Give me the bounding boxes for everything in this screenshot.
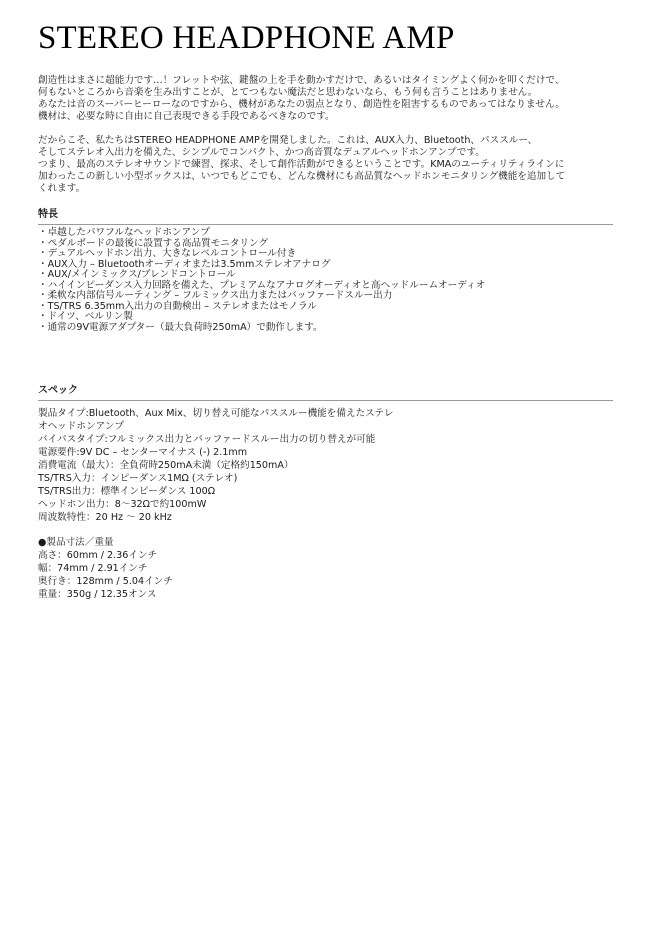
intro-line: 加わったこの新しい小型ボックスは、いつでもどこでも、どんな機材にも高品質なヘッドホンモニタリング機能を追加して <box>38 171 566 182</box>
feature-item: ・ペダルボードの最後に設置する高品質モニタリング <box>38 237 269 249</box>
intro-line: つまり、最高のステレオサウンドで練習、探求、そして創作活動ができるということです。KMAのユーティリティラインに <box>38 159 565 170</box>
intro-line: そしてステレオ入出力を備えた、シンプルでコンパクト、かつ高音質なデュアルヘッドホンアンプです。 <box>38 147 485 158</box>
feature-item: ・柔軟な内部信号ルーティング – フルミックス出力またはバッファードスルー出力 <box>38 290 393 301</box>
intro-paragraph-2 <box>38 135 613 195</box>
feature-item: ・通常の9V電源アダプター（最大負荷時250mA）で動作します。 <box>38 321 323 333</box>
dimension-line: 奥行き：128mm / 5.04インチ <box>38 576 173 587</box>
features-section <box>38 208 613 333</box>
dimension-line: 高さ：60mm / 2.36インチ <box>38 550 158 561</box>
spec-line: 周波数特性：20 Hz ～ 20 kHz <box>38 512 172 523</box>
specs-heading: スペック <box>38 384 613 401</box>
intro-line: あなたは音のスーパーヒーローなのですから、機材があなたの弱点となり、創造性を阻害するものであってはなりません。 <box>38 99 565 110</box>
feature-item: ・ドイツ、ベルリン製 <box>38 311 133 322</box>
spec-line: TS/TRS入力：インピーダンス1MΩ (ステレオ) <box>38 473 238 484</box>
intro-line: 何もないところから音楽を生み出すことが、とてつもない魔法だと思わないなら、もう何も言うことはありません。 <box>38 87 538 98</box>
spec-line: バイパスタイプ:フルミックス出力とバッファードスルー出力の切り替えが可能 <box>38 434 376 445</box>
intro-line: くれます。 <box>38 183 86 194</box>
spec-line: TS/TRS出力：標準インピーダンス 100Ω <box>38 486 216 497</box>
feature-item: ・AUX入力 – Bluetoothオーディオまたは3.5mmステレオアナログ <box>38 258 331 270</box>
dimension-line: 幅：74mm / 2.91インチ <box>38 563 148 574</box>
specs-list <box>38 407 613 524</box>
intro-section <box>38 75 613 195</box>
dimension-line: 重量：350g / 12.35オンス <box>38 589 157 600</box>
feature-item: ・デュアルヘッドホン出力、大きなレベルコントロール付き <box>38 248 297 259</box>
intro-line: だからこそ、私たちはSTEREO HEADPHONE AMPを開発しました。これは、AUX入力、Bluetooth、パススルー、 <box>38 135 538 146</box>
feature-item: ・TS/TRS 6.35mm入出力の自動検出 – ステレオまたはモノラル <box>38 300 317 312</box>
intro-paragraph-1 <box>38 75 613 123</box>
dimensions-heading: ●製品寸法／重量 <box>38 537 114 548</box>
spec-line: 製品タイプ:Bluetooth、Aux Mix、切り替え可能なパススルー機能を備えたステレ <box>38 408 394 419</box>
features-heading: 特長 <box>38 208 613 225</box>
dimensions-list <box>38 536 613 601</box>
spec-line: オヘッドホンアンプ <box>38 421 124 432</box>
feature-item: ・AUX/メインミックス/ブレンドコントロール <box>38 269 236 280</box>
feature-item: ・ハイインピーダンス入力回路を備えた、プレミアムなアナログオーディオと高ヘッドルームオーディオ <box>38 279 486 291</box>
intro-line: 機材は、必要な時に自由に自己表現できる手段であるべきなのです。 <box>38 111 335 122</box>
spec-line: 電源要件:9V DC – センターマイナス (-) 2.1mm <box>38 447 248 458</box>
spec-line: ヘッドホン出力：8～32Ωで約100mW <box>38 499 207 510</box>
page-title: STEREO HEADPHONE AMP <box>38 20 455 56</box>
feature-item: ・卓越したパワフルなヘッドホンアンプ <box>38 227 210 238</box>
features-list <box>38 228 613 333</box>
specs-section <box>38 384 613 601</box>
spec-line: 消費電流（最大）：全負荷時250mA未満（定格約150mA） <box>38 460 294 471</box>
intro-line: 創造性はまさに超能力です…！フレットや弦、鍵盤の上を手を動かすだけで、あるいはタイミングよく何かを叩くだけで、 <box>38 75 565 86</box>
